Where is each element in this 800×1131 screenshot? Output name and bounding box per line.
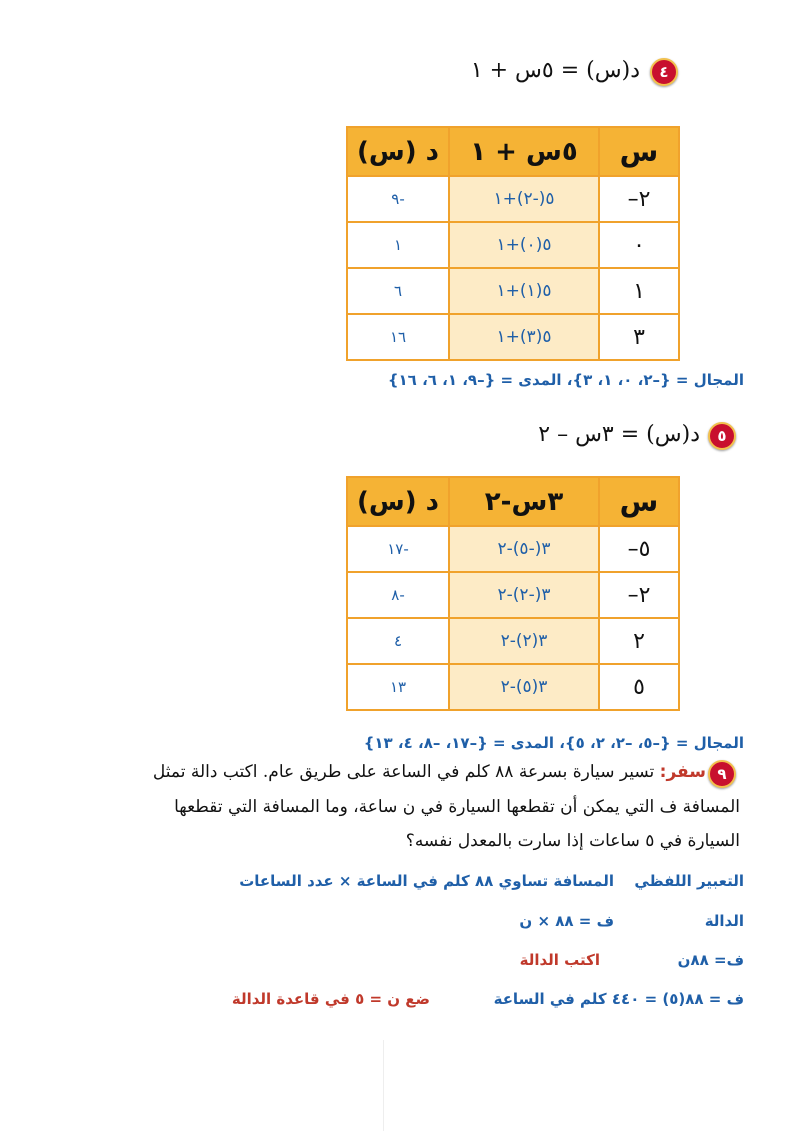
cell-x: ٢– — [599, 176, 679, 222]
cell-expression: ٥(١)+١ — [449, 268, 599, 314]
table-row — [347, 314, 679, 360]
table-row — [347, 526, 679, 572]
cell-x: ١ — [599, 268, 679, 314]
exercise-5-table — [346, 476, 680, 711]
header-fx: د (س) — [347, 127, 449, 176]
exercise-4-equation: د(س) = ٥س + ١ — [470, 58, 640, 83]
exercise-9-badge: ٩ — [708, 760, 736, 788]
cell-fx: -١٧ — [347, 526, 449, 572]
cell-expression: ٥(٣)+١ — [449, 314, 599, 360]
exercise-9-problem — [106, 757, 706, 787]
table-row — [347, 618, 679, 664]
exercise-5-badge: ٥ — [708, 422, 736, 450]
header-expression: ٥س + ١ — [449, 127, 599, 176]
divider — [383, 1040, 384, 1131]
table-row — [347, 664, 679, 710]
cell-fx: ٤ — [347, 618, 449, 664]
table-header-row — [347, 127, 679, 176]
header-x: س — [599, 127, 679, 176]
exercise-5-equation: د(س) = ٣س – ٢ — [538, 422, 700, 447]
cell-x: ٣ — [599, 314, 679, 360]
exercise-5-domain-range: المجال = {–٥، –٢، ٢، ٥}، المدى = {–١٧، –٨، ٤، ١٣} — [363, 734, 744, 752]
cell-expression: ٣(٢)-٢ — [449, 618, 599, 664]
cell-x: ٢– — [599, 572, 679, 618]
header-x: س — [599, 477, 679, 526]
write-expression: ف= ٨٨ن — [677, 951, 744, 969]
verbal-text: المسافة تساوي ٨٨ كلم في الساعة × عدد الساعات — [239, 872, 614, 890]
write-label: اكتب الدالة — [519, 951, 600, 969]
cell-fx: ١٣ — [347, 664, 449, 710]
exercise-4-table — [346, 126, 680, 361]
exercise-9-line-2: المسافة ف التي يمكن أن تقطعها السيارة في ن ساعة، وما المسافة التي تقطعها — [174, 797, 740, 817]
cell-expression: ٣(٥)-٢ — [449, 664, 599, 710]
table-header-row — [347, 477, 679, 526]
cell-x: ٠ — [599, 222, 679, 268]
cell-fx: -٨ — [347, 572, 449, 618]
cell-x: ٥ — [599, 664, 679, 710]
exercise-4-domain-range: المجال = {–٢، ٠، ١، ٣}، المدى = {–٩، ١، ٦، ١٦} — [387, 371, 744, 389]
cell-fx: ٦ — [347, 268, 449, 314]
header-expression: ٣س-٢ — [449, 477, 599, 526]
exercise-4-badge: ٤ — [650, 58, 678, 86]
verbal-label: التعبير اللفظي — [634, 872, 744, 890]
function-text: ف = ٨٨ × ن — [519, 912, 614, 930]
header-fx: د (س) — [347, 477, 449, 526]
cell-expression: ٣(-٥)-٢ — [449, 526, 599, 572]
table-row — [347, 176, 679, 222]
exercise-9-title: سفر: — [659, 762, 706, 782]
table-row — [347, 222, 679, 268]
cell-fx: -٩ — [347, 176, 449, 222]
cell-x: ٢ — [599, 618, 679, 664]
function-label: الدالة — [704, 912, 744, 930]
table-row — [347, 268, 679, 314]
substitution-label: ضع ن = ٥ في قاعدة الدالة — [231, 990, 430, 1008]
cell-fx: ١ — [347, 222, 449, 268]
cell-expression: ٣(-٢)-٢ — [449, 572, 599, 618]
exercise-9-line-1: تسير سيارة بسرعة ٨٨ كلم في الساعة على طريق عام. اكتب دالة تمثل — [152, 762, 655, 782]
substitution-expression: ف = ٨٨(٥) = ٤٤٠ كلم في الساعة — [493, 990, 744, 1008]
cell-expression: ٥(٠)+١ — [449, 222, 599, 268]
cell-fx: ١٦ — [347, 314, 449, 360]
exercise-9-line-3: السيارة في ٥ ساعات إذا سارت بالمعدل نفسه؟ — [405, 831, 740, 851]
table-row — [347, 572, 679, 618]
cell-x: ٥– — [599, 526, 679, 572]
cell-expression: ٥(-٢)+١ — [449, 176, 599, 222]
